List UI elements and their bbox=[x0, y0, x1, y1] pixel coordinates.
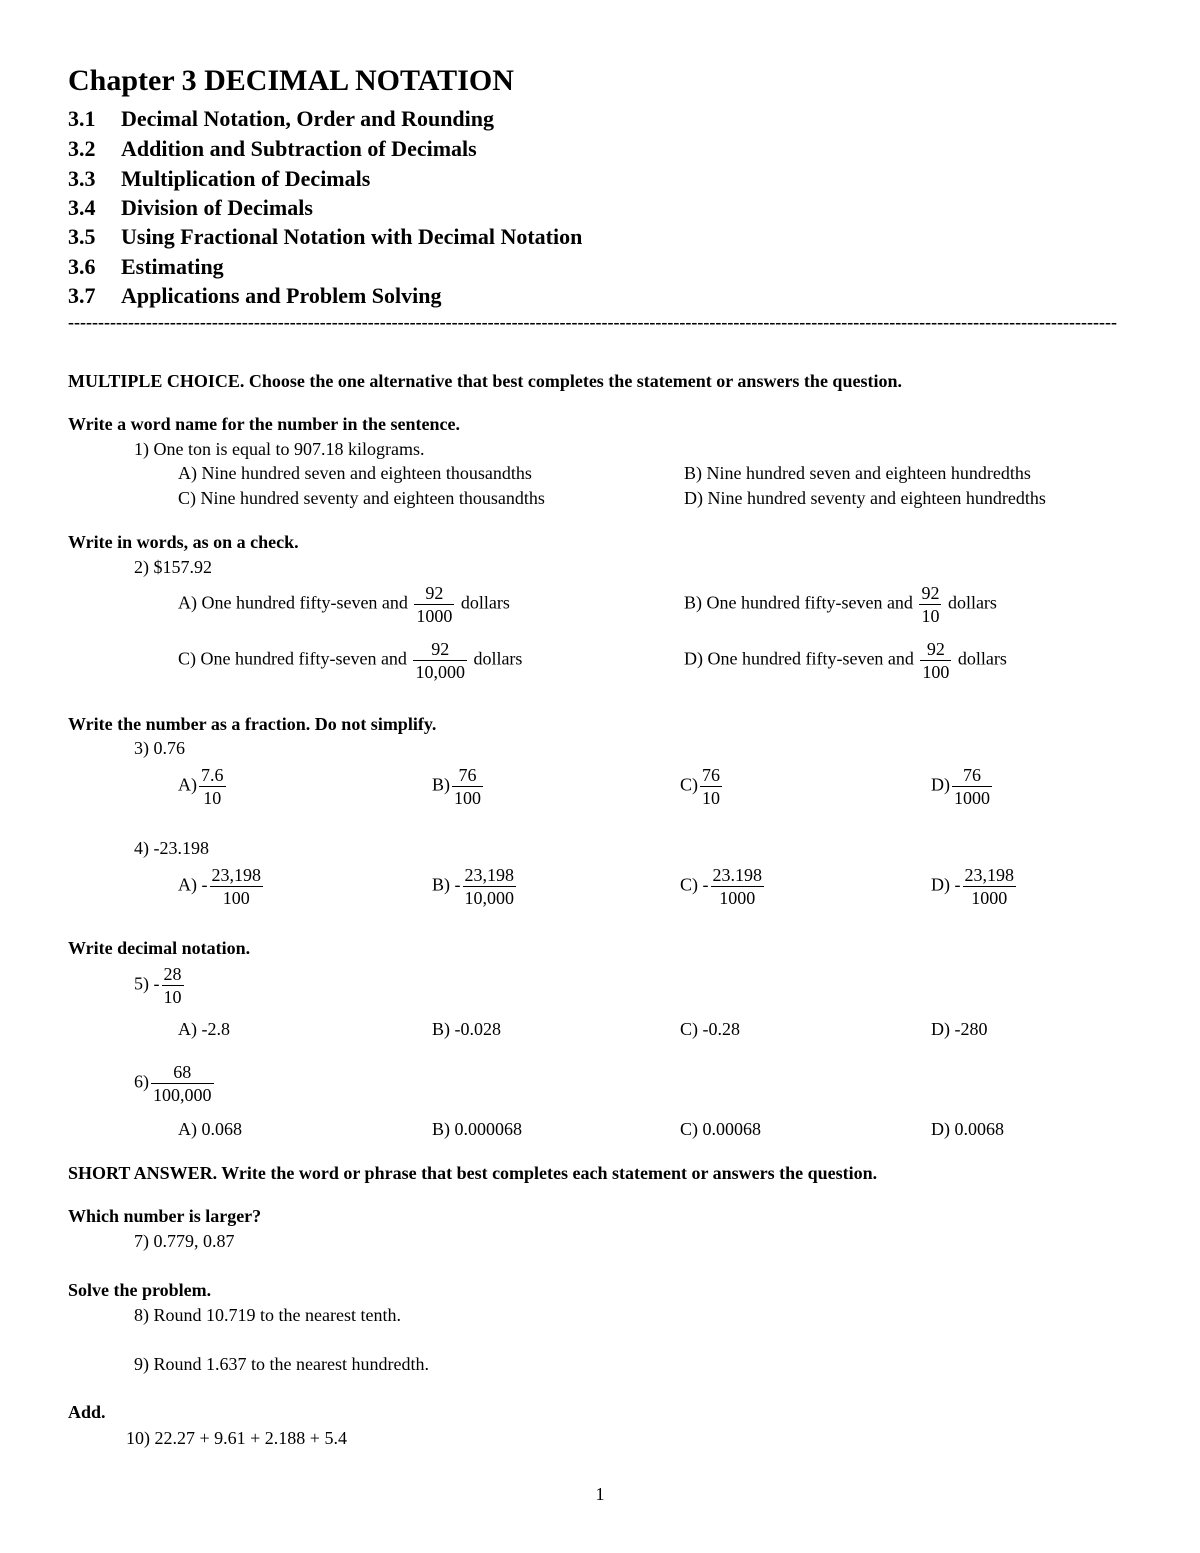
choice-label: A) - bbox=[178, 874, 208, 895]
section-heading: Write the number as a fraction. Do not simplify. bbox=[68, 714, 437, 734]
choice-c: C) Nine hundred seventy and eighteen thousandths bbox=[178, 488, 545, 508]
choice-d: D) Nine hundred seventy and eighteen hundredths bbox=[684, 488, 1046, 508]
fraction bbox=[151, 1063, 214, 1104]
choice-a: A) 0.068 bbox=[178, 1119, 242, 1139]
choice-b: B) -0.028 bbox=[432, 1019, 501, 1039]
choice-d bbox=[931, 766, 994, 807]
choice-b: B) 0.000068 bbox=[432, 1119, 522, 1139]
numerator: 23,198 bbox=[211, 865, 261, 885]
section-divider: ------------------------------------------------------------------------------------------------------------------------------------------------------------------------------- bbox=[68, 312, 1117, 332]
question-stem bbox=[134, 1063, 216, 1104]
choice-a: A) Nine hundred seven and eighteen thousandths bbox=[178, 463, 532, 483]
denominator: 10,000 bbox=[415, 662, 465, 682]
toc-title: Addition and Subtraction of Decimals bbox=[121, 136, 477, 161]
question-stem: 3) 0.76 bbox=[134, 738, 185, 758]
toc-item bbox=[68, 224, 582, 250]
choice-text: dollars bbox=[473, 648, 523, 669]
choice-d: D) -280 bbox=[931, 1019, 988, 1039]
denominator: 1000 bbox=[963, 886, 1017, 907]
section-heading: Write decimal notation. bbox=[68, 938, 251, 958]
denominator: 10 bbox=[921, 606, 940, 626]
toc-item bbox=[68, 136, 477, 162]
choice-b bbox=[432, 866, 518, 907]
choice-c: C) 0.00068 bbox=[680, 1119, 761, 1139]
question-label: 6) bbox=[134, 1071, 149, 1092]
choice-c bbox=[178, 640, 522, 681]
choice-text: dollars bbox=[947, 592, 997, 613]
numerator: 76 bbox=[702, 765, 720, 785]
denominator: 100 bbox=[454, 788, 481, 808]
denominator: 1000 bbox=[954, 788, 990, 808]
page-number: 1 bbox=[595, 1484, 605, 1504]
denominator: 10,000 bbox=[464, 888, 514, 908]
choice-d bbox=[684, 640, 1007, 681]
numerator: 7.6 bbox=[201, 765, 224, 785]
numerator: 92 bbox=[431, 639, 450, 659]
numerator: 76 bbox=[963, 765, 981, 785]
section-heading: Which number is larger? bbox=[68, 1206, 262, 1226]
choice-b bbox=[432, 766, 485, 807]
section-heading: Write a word name for the number in the sentence. bbox=[68, 414, 460, 434]
fraction bbox=[413, 640, 467, 681]
choice-label: B) bbox=[432, 774, 450, 795]
choice-b bbox=[684, 584, 997, 625]
choice-a bbox=[178, 866, 265, 907]
choice-c: C) -0.28 bbox=[680, 1019, 740, 1039]
question-stem: 2) $157.92 bbox=[134, 557, 212, 577]
section-heading: Write in words, as on a check. bbox=[68, 532, 299, 552]
fraction bbox=[414, 584, 454, 625]
denominator: 100,000 bbox=[153, 1085, 212, 1105]
chapter-title: Chapter 3 DECIMAL NOTATION bbox=[68, 64, 514, 97]
toc-title: Applications and Problem Solving bbox=[121, 283, 442, 308]
toc-num: 3.3 bbox=[68, 166, 96, 191]
toc-title: Estimating bbox=[121, 254, 224, 279]
question-stem: 10) 22.27 + 9.61 + 2.188 + 5.4 bbox=[126, 1428, 347, 1448]
fraction bbox=[919, 584, 941, 625]
choice-text: dollars bbox=[957, 648, 1007, 669]
question-stem: 4) -23.198 bbox=[134, 838, 209, 858]
choice-text: D) One hundred fifty-seven and bbox=[684, 648, 914, 669]
fraction bbox=[452, 766, 483, 807]
denominator: 10 bbox=[199, 786, 226, 807]
choice-c bbox=[680, 866, 766, 907]
choice-label: C) bbox=[680, 774, 698, 795]
denominator: 10 bbox=[702, 788, 720, 808]
mc-header: MULTIPLE CHOICE. Choose the one alternative that best completes the statement or answers the question. bbox=[68, 371, 902, 391]
fraction bbox=[920, 640, 951, 681]
fraction bbox=[963, 866, 1017, 907]
sa-header: SHORT ANSWER. Write the word or phrase that best completes each statement or answers the question. bbox=[68, 1163, 878, 1183]
fraction bbox=[463, 866, 517, 907]
choice-text: B) One hundred fifty-seven and bbox=[684, 592, 913, 613]
numerator: 28 bbox=[163, 964, 182, 984]
choice-text: C) One hundred fifty-seven and bbox=[178, 648, 407, 669]
numerator: 68 bbox=[173, 1062, 192, 1082]
denominator: 1000 bbox=[711, 886, 765, 907]
question-stem: 9) Round 1.637 to the nearest hundredth. bbox=[134, 1354, 429, 1374]
choice-text: A) One hundred fifty-seven and bbox=[178, 592, 408, 613]
question-stem: 7) 0.779, 0.87 bbox=[134, 1231, 235, 1251]
numerator: 92 bbox=[425, 583, 444, 603]
toc-num: 3.1 bbox=[68, 106, 96, 131]
question-stem bbox=[134, 965, 186, 1006]
question-stem: 1) One ton is equal to 907.18 kilograms. bbox=[134, 439, 425, 459]
choice-a bbox=[178, 766, 228, 807]
choice-a bbox=[178, 584, 510, 625]
numerator: 23,198 bbox=[964, 865, 1014, 885]
numerator: 92 bbox=[921, 583, 940, 603]
toc-item bbox=[68, 283, 442, 309]
toc-title: Multiplication of Decimals bbox=[121, 166, 371, 191]
choice-label: A) bbox=[178, 774, 197, 795]
denominator: 100 bbox=[922, 662, 950, 682]
toc-title: Using Fractional Notation with Decimal Notation bbox=[121, 224, 583, 249]
toc-num: 3.2 bbox=[68, 136, 96, 161]
toc-item bbox=[68, 106, 494, 132]
choice-c bbox=[680, 766, 724, 807]
toc-item bbox=[68, 166, 370, 192]
choice-label: C) - bbox=[680, 874, 709, 895]
toc-title: Division of Decimals bbox=[121, 195, 313, 220]
choice-label: B) - bbox=[432, 874, 461, 895]
choice-label: D) bbox=[931, 774, 950, 795]
choice-d: D) 0.0068 bbox=[931, 1119, 1004, 1139]
toc-item bbox=[68, 254, 224, 280]
toc-num: 3.6 bbox=[68, 254, 96, 279]
denominator: 10 bbox=[163, 987, 182, 1007]
choice-b: B) Nine hundred seven and eighteen hundredths bbox=[684, 463, 1031, 483]
fraction bbox=[711, 866, 765, 907]
toc-num: 3.7 bbox=[68, 283, 96, 308]
numerator: 23,198 bbox=[464, 865, 514, 885]
choice-d bbox=[931, 866, 1018, 907]
section-heading: Solve the problem. bbox=[68, 1280, 212, 1300]
fraction bbox=[199, 766, 226, 807]
fraction bbox=[952, 766, 992, 807]
toc-num: 3.5 bbox=[68, 224, 96, 249]
fraction bbox=[700, 766, 722, 807]
numerator: 23.198 bbox=[712, 865, 762, 885]
choice-label: D) - bbox=[931, 874, 961, 895]
fraction bbox=[210, 866, 264, 907]
section-heading: Add. bbox=[68, 1402, 106, 1422]
choice-text: dollars bbox=[460, 592, 510, 613]
question-label: 5) - bbox=[134, 973, 160, 994]
question-stem: 8) Round 10.719 to the nearest tenth. bbox=[134, 1305, 401, 1325]
denominator: 1000 bbox=[416, 606, 453, 626]
numerator: 76 bbox=[458, 765, 477, 785]
toc-title: Decimal Notation, Order and Rounding bbox=[121, 106, 495, 131]
denominator: 100 bbox=[210, 886, 264, 907]
numerator: 92 bbox=[926, 639, 945, 659]
toc-num: 3.4 bbox=[68, 195, 96, 220]
toc-item bbox=[68, 195, 313, 221]
choice-a: A) -2.8 bbox=[178, 1019, 230, 1039]
fraction bbox=[162, 965, 184, 1006]
